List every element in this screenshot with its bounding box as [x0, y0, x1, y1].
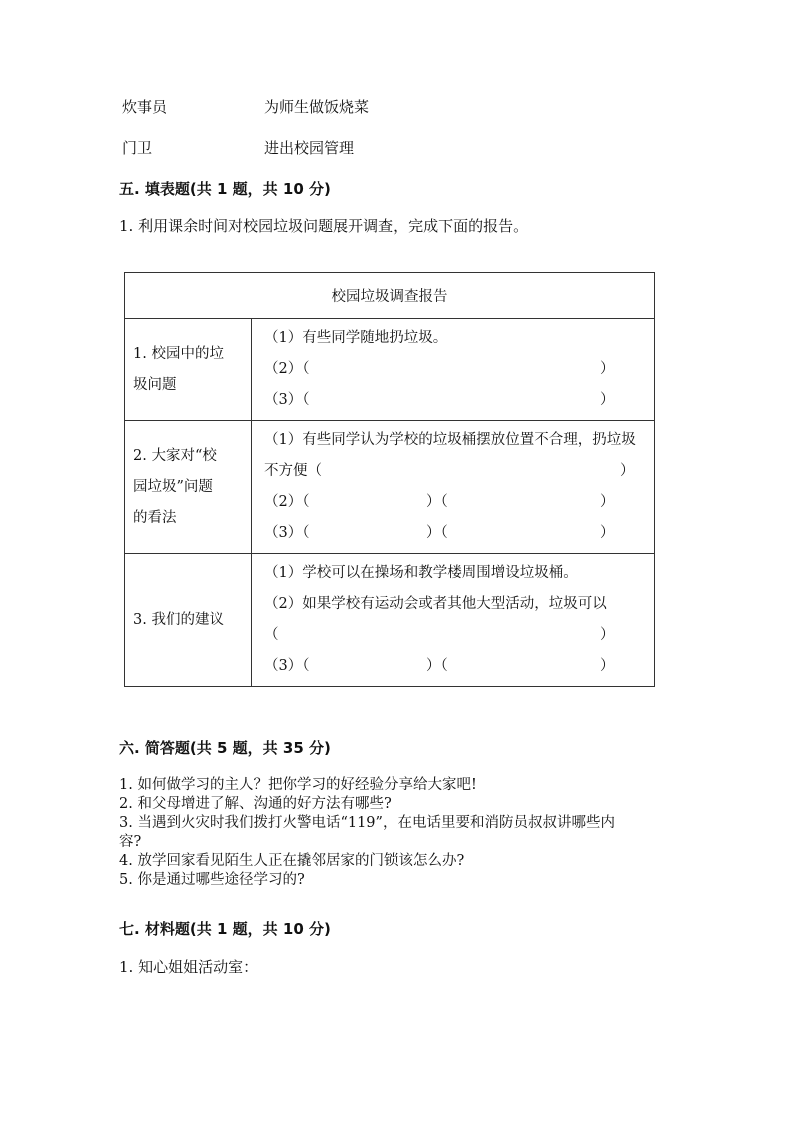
list-item: 3. 当遇到火灾时我们拨打火警电话“119”，在电话里要和消防员叔叔讲哪些内 — [119, 815, 615, 831]
section5-heading: 五. 填表题(共 1 题，共 10 分) — [119, 180, 331, 198]
report-title: 校园垃圾调查报告 — [125, 273, 655, 319]
role-cook: 炊事员 — [122, 98, 168, 116]
list-item: 2. 和父母增进了解、沟通的好方法有哪些? — [119, 796, 392, 812]
row3-label: 3. 我们的建议 — [125, 554, 252, 687]
row1-label: 1. 校园中的垃 圾问题 — [125, 319, 252, 421]
row2-label: 2. 大家对“校 园垃圾”问题 的看法 — [125, 421, 252, 554]
survey-report-table — [124, 272, 655, 687]
table-row — [125, 554, 655, 687]
row3-content: （1）学校可以在操场和教学楼周围增设垃圾桶。 （2）如果学校有运动会或者其他大型活动，垃圾可以 （ ） （3）（ ）（ ） — [252, 554, 655, 687]
section7-heading: 七. 材料题(共 1 题，共 10 分) — [119, 920, 331, 938]
row1-content: （1）有些同学随地扔垃圾。 （2）（ ） （3）（ ） — [252, 319, 655, 421]
section7-question: 1. 知心姐姐活动室： — [119, 958, 259, 976]
section6-heading: 六. 简答题(共 5 题，共 35 分) — [119, 739, 331, 757]
table-row — [125, 421, 655, 554]
list-item: 4. 放学回家看见陌生人正在撬邻居家的门锁该怎么办? — [119, 853, 465, 869]
table-row — [125, 319, 655, 421]
list-item: 容? — [119, 834, 142, 850]
list-item: 5. 你是通过哪些途径学习的? — [119, 872, 305, 888]
row2-content: （1）有些同学认为学校的垃圾桶摆放位置不合理，扔垃圾 不方便（ ） （2）（ ）（ ） （3）（ ）（ ） — [252, 421, 655, 554]
role-guard: 门卫 — [122, 139, 153, 157]
section6-questions — [119, 776, 615, 890]
duty-cook: 为师生做饭烧菜 — [264, 98, 370, 116]
duty-guard: 进出校园管理 — [264, 139, 355, 157]
list-item: 1. 如何做学习的主人？把你学习的好经验分享给大家吧! — [119, 777, 477, 793]
section5-question: 1. 利用课余时间对校园垃圾问题展开调查，完成下面的报告。 — [119, 217, 529, 235]
